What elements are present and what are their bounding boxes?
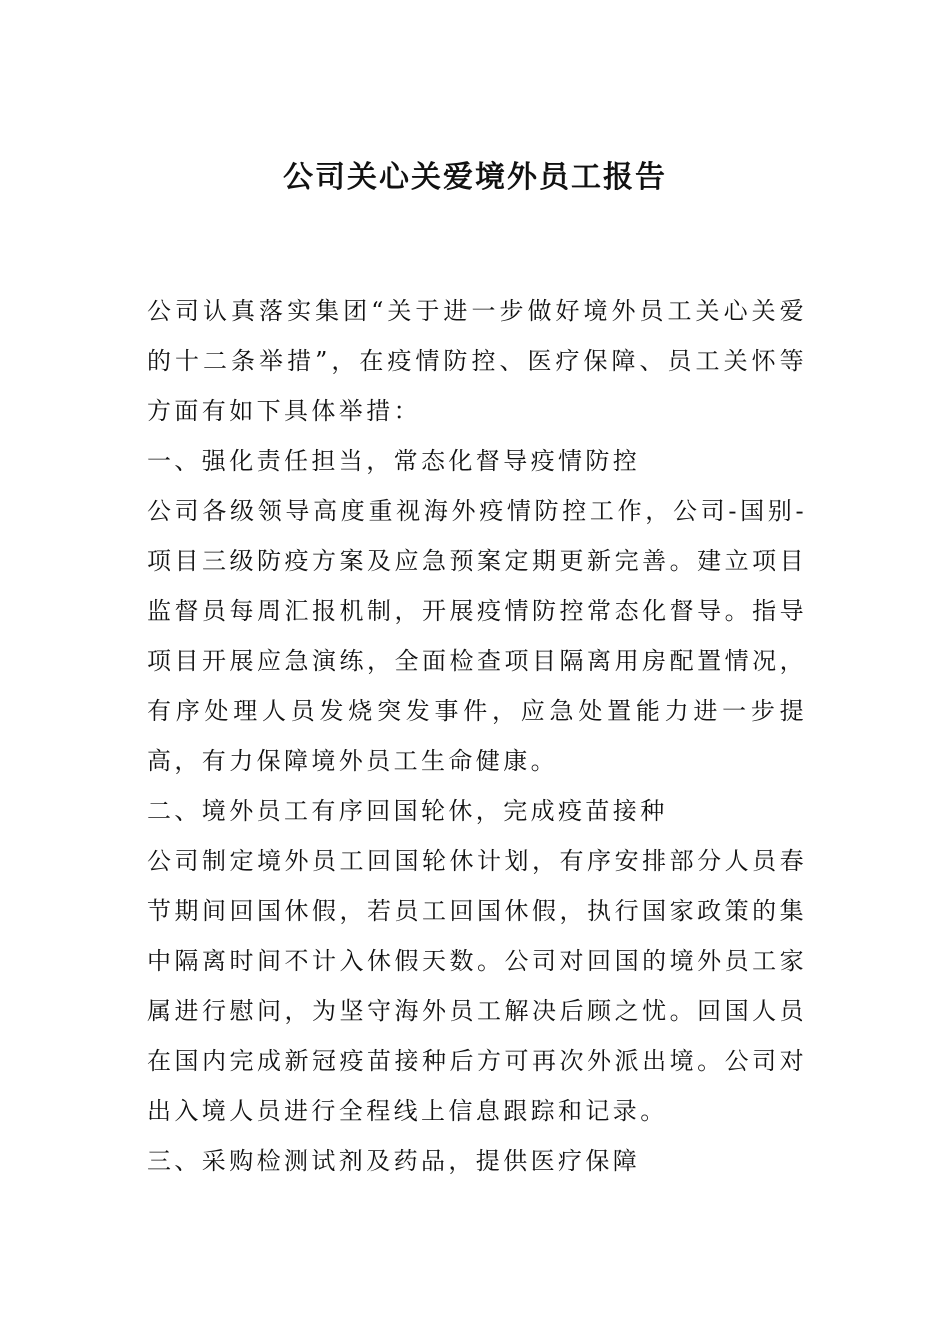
document-body: [147, 286, 807, 1186]
section-2-paragraph: 公司制定境外员工回国轮休计划，有序安排部分人员春节期间回国休假，若员工回国休假，执行国家政策的集中隔离时间不计入休假天数。公司对回国的境外员工家属进行慰问，为坚守海外员工解决后顾之忧。回国人员在国内完成新冠疫苗接种后方可再次外派出境。公司对出入境人员进行全程线上信息跟踪和记录。: [147, 847, 807, 1125]
intro-paragraph: 公司认真落实集团“关于进一步做好境外员工关心关爱的十二条举措”，在疫情防控、医疗保障、员工关怀等方面有如下具体举措：: [147, 297, 807, 425]
section-heading-1: 一、强化责任担当，常态化督导疫情防控: [147, 447, 641, 475]
document-title: 公司关心关爱境外员工报告: [283, 160, 667, 195]
section-1-paragraph: 公司各级领导高度重视海外疫情防控工作，公司-国别-项目三级防疫方案及应急预案定期更新完善。建立项目监督员每周汇报机制，开展疫情防控常态化督导。指导项目开展应急演练，全面检查项目隔离用房配置情况，有序处理人员发烧突发事件，应急处置能力进一步提高，有力保障境外员工生命健康。: [147, 497, 807, 775]
section-heading-3: 三、采购检测试剂及药品，提供医疗保障: [147, 1147, 641, 1175]
section-heading-2: 二、境外员工有序回国轮休，完成疫苗接种: [147, 797, 668, 825]
